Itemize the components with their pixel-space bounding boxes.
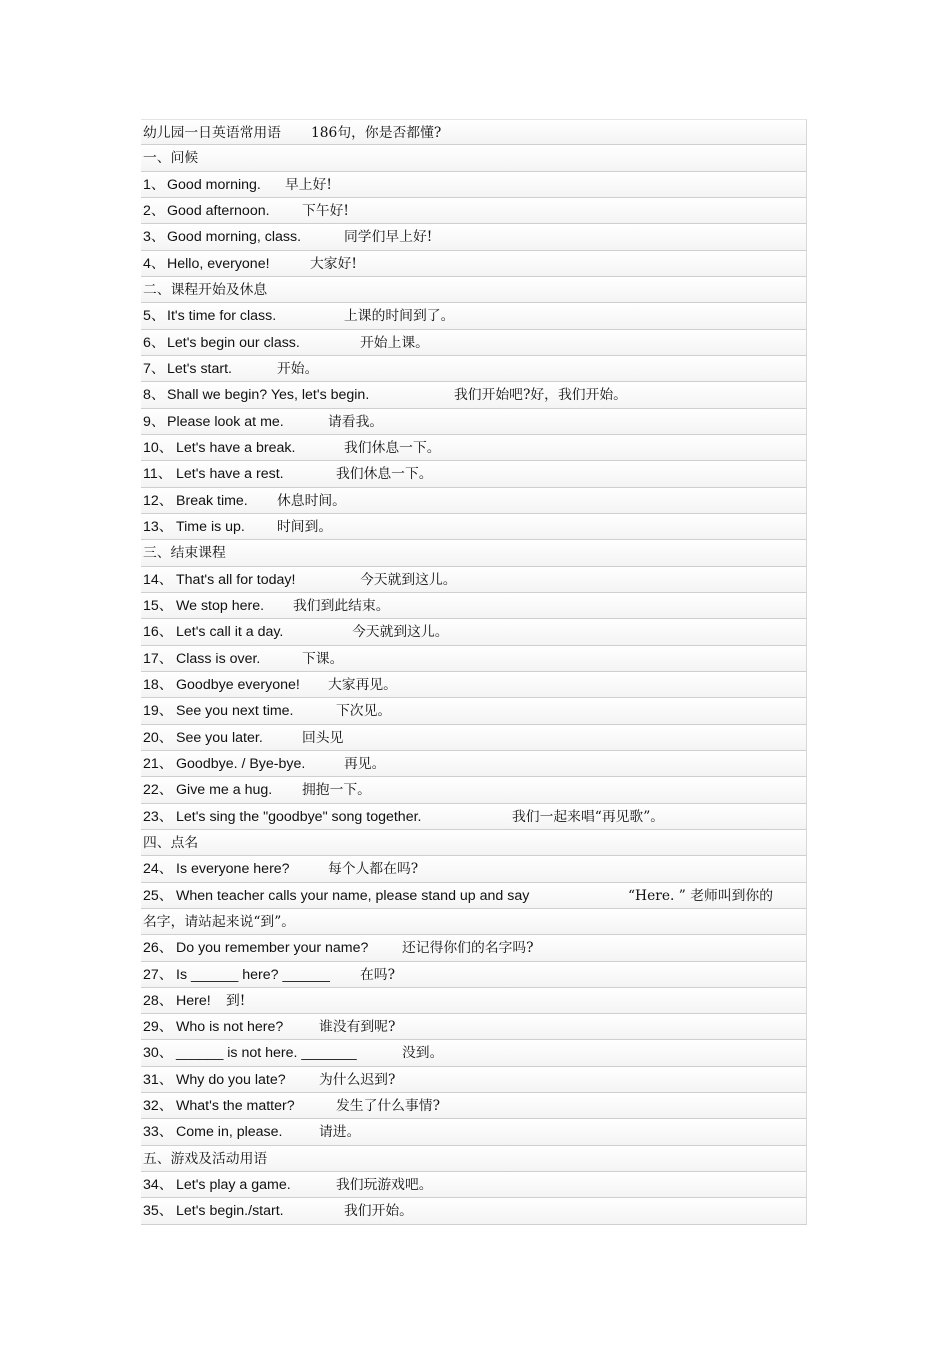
phrase-chinese: 今天就到这儿。 — [352, 624, 449, 641]
phrase-chinese: 大家好! — [310, 255, 357, 272]
phrase-chinese: 下次见。 — [336, 703, 392, 720]
phrase-chinese: 开始上课。 — [360, 334, 429, 351]
phrase-row — [141, 356, 807, 382]
phrase-row — [141, 619, 807, 645]
phrase-english: Here! — [176, 992, 211, 1009]
phrase-number: 33、 — [143, 1124, 173, 1141]
phrase-english: Why do you late? — [176, 1071, 286, 1088]
phrase-chinese: 上课的时间到了。 — [344, 308, 455, 325]
phrase-english: Let's begin our class. — [167, 334, 300, 351]
phrase-english: ______ is not here. _______ — [176, 1045, 357, 1062]
phrase-number: 14、 — [143, 571, 173, 588]
phrase-chinese: 我们到此结束。 — [293, 597, 390, 614]
phrase-chinese: 谁没有到呢? — [319, 1019, 396, 1036]
phrase-row — [141, 1040, 807, 1066]
phrase-english: Come in, please. — [176, 1124, 283, 1141]
phrase-english: Goodbye everyone! — [176, 676, 300, 693]
phrase-number: 29、 — [143, 1019, 173, 1036]
section-heading-text: 四、点名 — [143, 834, 199, 851]
phrase-row — [141, 224, 807, 250]
phrase-number: 21、 — [143, 755, 173, 772]
phrase-chinese: 我们一起来唱“再见歌”。 — [512, 808, 665, 825]
phrase-number: 18、 — [143, 676, 173, 693]
phrase-chinese: 回头见 — [302, 729, 344, 746]
phrase-number: 35、 — [143, 1203, 173, 1220]
phrase-row-continued — [141, 909, 807, 935]
section-heading — [141, 1146, 807, 1172]
phrase-number: 25、 — [143, 887, 173, 904]
phrase-english: Let's play a game. — [176, 1177, 291, 1194]
phrase-row — [141, 303, 807, 329]
phrase-chinese: “Here. ” 老师叫到你的 — [628, 887, 774, 904]
phrase-row — [141, 567, 807, 593]
phrase-row — [141, 1172, 807, 1198]
phrase-row — [141, 382, 807, 408]
phrase-english: Is everyone here? — [176, 861, 290, 878]
phrase-row — [141, 646, 807, 672]
phrase-number: 28、 — [143, 992, 173, 1009]
phrase-english: Let's begin./start. — [176, 1203, 284, 1220]
phrase-row — [141, 962, 807, 988]
title-count: 186句，你是否都懂? — [311, 125, 442, 141]
phrase-row — [141, 172, 807, 198]
phrase-chinese: 早上好! — [285, 176, 332, 193]
phrase-number: 24、 — [143, 861, 173, 878]
phrase-row — [141, 488, 807, 514]
phrase-chinese: 休息时间。 — [277, 492, 346, 509]
phrase-number: 3、 — [143, 229, 166, 246]
phrase-chinese: 没到。 — [402, 1045, 444, 1062]
phrase-row — [141, 514, 807, 540]
phrase-english: We stop here. — [176, 597, 265, 614]
phrase-chinese: 我们开始吧?好，我们开始。 — [454, 387, 627, 404]
phrase-chinese: 同学们早上好! — [344, 229, 433, 246]
phrase-row — [141, 593, 807, 619]
phrase-english: Shall we begin? Yes, let's begin. — [167, 387, 370, 404]
phrase-number: 2、 — [143, 202, 166, 219]
phrase-english: Time is up. — [176, 518, 245, 535]
phrase-row — [141, 672, 807, 698]
phrase-number: 34、 — [143, 1177, 173, 1194]
section-heading-text: 五、游戏及活动用语 — [143, 1150, 268, 1167]
phrase-number: 12、 — [143, 492, 173, 509]
phrase-number: 5、 — [143, 308, 166, 325]
phrase-number: 19、 — [143, 703, 173, 720]
phrase-english: Let's call it a day. — [176, 624, 284, 641]
phrase-number: 7、 — [143, 360, 166, 377]
phrase-number: 9、 — [143, 413, 166, 430]
phrase-english: Please look at me. — [167, 413, 284, 430]
phrase-english: When teacher calls your name, please stand up and say — [176, 887, 530, 904]
phrase-chinese: 拥抱一下。 — [302, 782, 371, 799]
phrase-number: 22、 — [143, 782, 173, 799]
phrase-row — [141, 330, 807, 356]
phrase-row — [141, 461, 807, 487]
phrase-chinese: 我们开始。 — [344, 1203, 413, 1220]
phrase-chinese: 大家再见。 — [328, 676, 397, 693]
phrase-row — [141, 409, 807, 435]
phrase-number: 1、 — [143, 176, 166, 193]
phrase-chinese: 还记得你们的名字吗? — [402, 940, 534, 957]
phrase-number: 4、 — [143, 255, 166, 272]
phrase-row — [141, 435, 807, 461]
phrase-chinese: 我们休息一下。 — [344, 439, 441, 456]
phrase-chinese: 每个人都在吗? — [328, 861, 419, 878]
phrase-table — [141, 119, 807, 1225]
phrase-row — [141, 804, 807, 830]
phrase-english: Is ______ here? ______ — [176, 966, 330, 983]
phrase-number: 15、 — [143, 597, 173, 614]
phrase-chinese: 发生了什么事情? — [336, 1098, 440, 1115]
phrase-row — [141, 1014, 807, 1040]
phrase-chinese: 今天就到这儿。 — [360, 571, 457, 588]
phrase-english: See you next time. — [176, 703, 294, 720]
phrase-english: Good morning, class. — [167, 229, 302, 246]
phrase-english: Let's have a rest. — [176, 466, 284, 483]
phrase-english: Do you remember your name? — [176, 940, 369, 957]
phrase-chinese: 在吗? — [360, 966, 395, 983]
phrase-row — [141, 1198, 807, 1224]
phrase-english: Hello, everyone! — [167, 255, 270, 272]
phrase-row — [141, 883, 807, 909]
phrase-number: 10、 — [143, 439, 173, 456]
phrase-english: Who is not here? — [176, 1019, 284, 1036]
phrase-number: 31、 — [143, 1071, 173, 1088]
section-heading-text: 二、课程开始及休息 — [143, 281, 268, 298]
phrase-english: Let's start. — [167, 360, 233, 377]
phrase-chinese: 下课。 — [302, 650, 344, 667]
phrase-row — [141, 251, 807, 277]
phrase-english: What's the matter? — [176, 1098, 295, 1115]
phrase-chinese: 到! — [226, 992, 246, 1009]
phrase-chinese: 请进。 — [319, 1124, 361, 1141]
phrase-chinese: 时间到。 — [277, 518, 333, 535]
phrase-english: See you later. — [176, 729, 263, 746]
phrase-row — [141, 935, 807, 961]
phrase-number: 23、 — [143, 808, 173, 825]
phrase-english: It's time for class. — [167, 308, 277, 325]
phrase-number: 6、 — [143, 334, 166, 351]
phrase-row — [141, 1119, 807, 1145]
phrase-number: 20、 — [143, 729, 173, 746]
phrase-english: Goodbye. / Bye-bye. — [176, 755, 306, 772]
phrase-english: Good morning. — [167, 176, 261, 193]
section-heading-text: 三、结束课程 — [143, 545, 226, 562]
phrase-english: Good afternoon. — [167, 202, 270, 219]
phrase-english: That's all for today! — [176, 571, 296, 588]
phrase-chinese: 我们休息一下。 — [336, 466, 433, 483]
phrase-row — [141, 198, 807, 224]
phrase-number: 11、 — [143, 466, 172, 483]
phrase-number: 16、 — [143, 624, 173, 641]
phrase-row — [141, 988, 807, 1014]
section-heading — [141, 277, 807, 303]
phrase-number: 30、 — [143, 1045, 173, 1062]
section-heading — [141, 145, 807, 171]
phrase-english: Give me a hug. — [176, 782, 273, 799]
phrase-row — [141, 1093, 807, 1119]
phrase-chinese: 我们玩游戏吧。 — [336, 1177, 433, 1194]
phrase-row — [141, 725, 807, 751]
section-heading — [141, 540, 807, 566]
phrase-number: 8、 — [143, 387, 166, 404]
phrase-row — [141, 777, 807, 803]
phrase-number: 32、 — [143, 1098, 173, 1115]
phrase-chinese: 开始。 — [277, 360, 319, 377]
document-title — [141, 119, 807, 145]
phrase-number: 27、 — [143, 966, 173, 983]
phrase-number: 17、 — [143, 650, 173, 667]
phrase-chinese: 请看我。 — [328, 413, 384, 430]
title-text: 幼儿园一日英语常用语 — [143, 125, 281, 141]
phrase-row — [141, 698, 807, 724]
phrase-english: Class is over. — [176, 650, 261, 667]
phrase-number: 13、 — [143, 518, 173, 535]
phrase-number: 26、 — [143, 940, 173, 957]
phrase-row — [141, 751, 807, 777]
phrase-row — [141, 856, 807, 882]
phrase-chinese: 下午好! — [302, 202, 349, 219]
section-heading — [141, 830, 807, 856]
phrase-english: Break time. — [176, 492, 248, 509]
phrase-chinese-continued: 名字，请站起来说“到”。 — [143, 913, 296, 930]
phrase-english: Let's have a break. — [176, 439, 296, 456]
phrase-row — [141, 1067, 807, 1093]
phrase-chinese: 为什么迟到? — [319, 1071, 396, 1088]
section-heading-text: 一、问候 — [143, 150, 199, 167]
phrase-chinese: 再见。 — [344, 755, 386, 772]
phrase-english: Let's sing the "goodbye" song together. — [176, 808, 422, 825]
